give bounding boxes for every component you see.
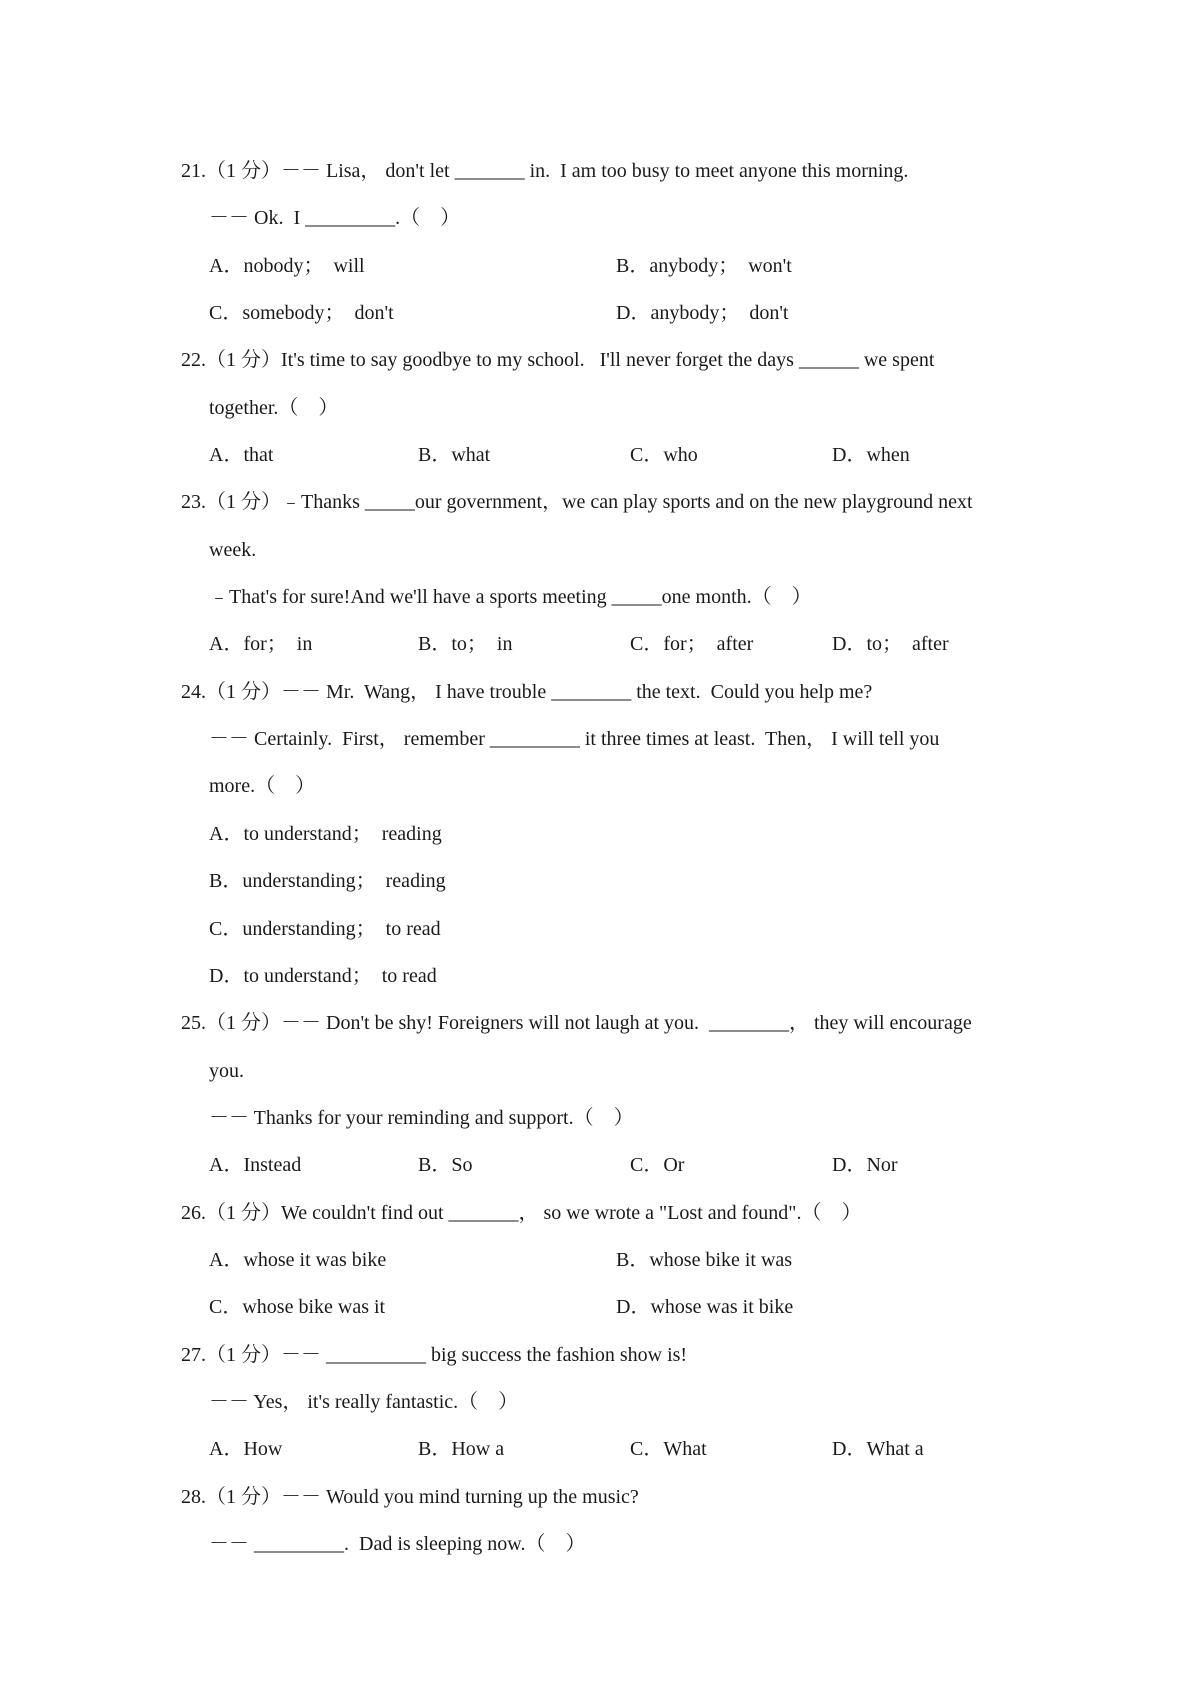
option-row [181, 290, 1023, 337]
option-a: A．How [209, 1438, 283, 1461]
option-a: A．to understand； reading [209, 822, 442, 845]
option-a: A．whose it was bike [209, 1248, 387, 1271]
option-row [181, 243, 1023, 290]
option-c: C．for； after [630, 633, 754, 656]
option-d: D．whose was it bike [616, 1296, 794, 1319]
option-a: A．for； in [209, 633, 313, 656]
option-c: C．somebody； don't [209, 302, 394, 325]
question-stem: －－ Certainly. First， remember _________ it three times at least. Then， I will tell you [209, 728, 940, 751]
question-stem: 28.（1 分）－－ Would you mind turning up the music? [181, 1485, 639, 1508]
option-row [181, 621, 1023, 668]
option-a: A．that [209, 444, 274, 467]
option-d: D．to understand； to read [209, 964, 437, 987]
question-26 [181, 1190, 1023, 1332]
question-stem: 22.（1 分）It's time to say goodbye to my school. I'll never forget the days ______ we spent [181, 349, 935, 372]
option-c: C．who [630, 444, 698, 467]
question-stem: week. [209, 538, 257, 561]
option-d: D．anybody； don't [616, 302, 789, 325]
option-b: B．So [418, 1154, 473, 1177]
option-row [181, 432, 1023, 479]
question-stem: 26.（1 分）We couldn't find out _______， so we wrote a "Lost and found".（ ） [181, 1201, 862, 1224]
question-stem: together.（ ） [209, 396, 339, 419]
question-22 [181, 337, 1023, 479]
question-stem: more.（ ） [209, 775, 316, 798]
option-b: B．whose bike it was [616, 1248, 793, 1271]
question-stem: you. [209, 1059, 244, 1082]
question-25 [181, 1000, 1023, 1189]
question-24 [181, 669, 1023, 1000]
question-stem: －－ Ok. I _________.（ ） [209, 207, 461, 230]
question-stem: －－ Thanks for your reminding and support.（ ） [209, 1106, 634, 1129]
option-c: C．whose bike was it [209, 1296, 386, 1319]
option-a: A．Instead [209, 1154, 302, 1177]
question-23 [181, 479, 1023, 668]
option-c: C．What [630, 1438, 707, 1461]
option-b: B．to； in [418, 633, 513, 656]
option-d: D．when [832, 444, 910, 467]
option-b: B．anybody； won't [616, 254, 792, 277]
option-c: C．understanding； to read [209, 917, 441, 940]
question-stem: 24.（1 分）－－ Mr. Wang， I have trouble ________ the text. Could you help me? [181, 680, 873, 703]
question-28 [181, 1474, 1023, 1569]
option-a: A．nobody； will [209, 254, 365, 277]
question-stem: 23.（1 分）﹣Thanks _____our government，we can play sports and on the new playground next [181, 491, 973, 514]
option-row [181, 1284, 1023, 1331]
question-27 [181, 1332, 1023, 1474]
option-c: C．Or [630, 1154, 685, 1177]
option-d: D．What a [832, 1438, 924, 1461]
question-list [181, 148, 1023, 1568]
option-d: D．to； after [832, 633, 949, 656]
question-stem: －－ Yes， it's really fantastic.（ ） [209, 1390, 519, 1413]
option-d: D．Nor [832, 1154, 898, 1177]
option-b: B．How a [418, 1438, 505, 1461]
question-stem: 21.（1 分）－－ Lisa， don't let _______ in. I am too busy to meet anyone this morning. [181, 160, 909, 182]
question-21 [181, 148, 1023, 337]
question-stem: －－ _________. Dad is sleeping now.（ ） [209, 1532, 586, 1555]
question-stem: 25.（1 分）－－ Don't be shy! Foreigners will not laugh at you. ________， they will encourage [181, 1012, 972, 1035]
option-row [181, 1237, 1023, 1284]
option-row [181, 1142, 1023, 1189]
question-stem: ﹣That's for sure!And we'll have a sports meeting _____one month.（ ） [209, 586, 812, 609]
question-stem: 27.（1 分）－－ __________ big success the fashion show is! [181, 1343, 688, 1366]
option-b: B．understanding； reading [209, 870, 446, 893]
option-b: B．what [418, 444, 491, 467]
option-row [181, 1426, 1023, 1473]
